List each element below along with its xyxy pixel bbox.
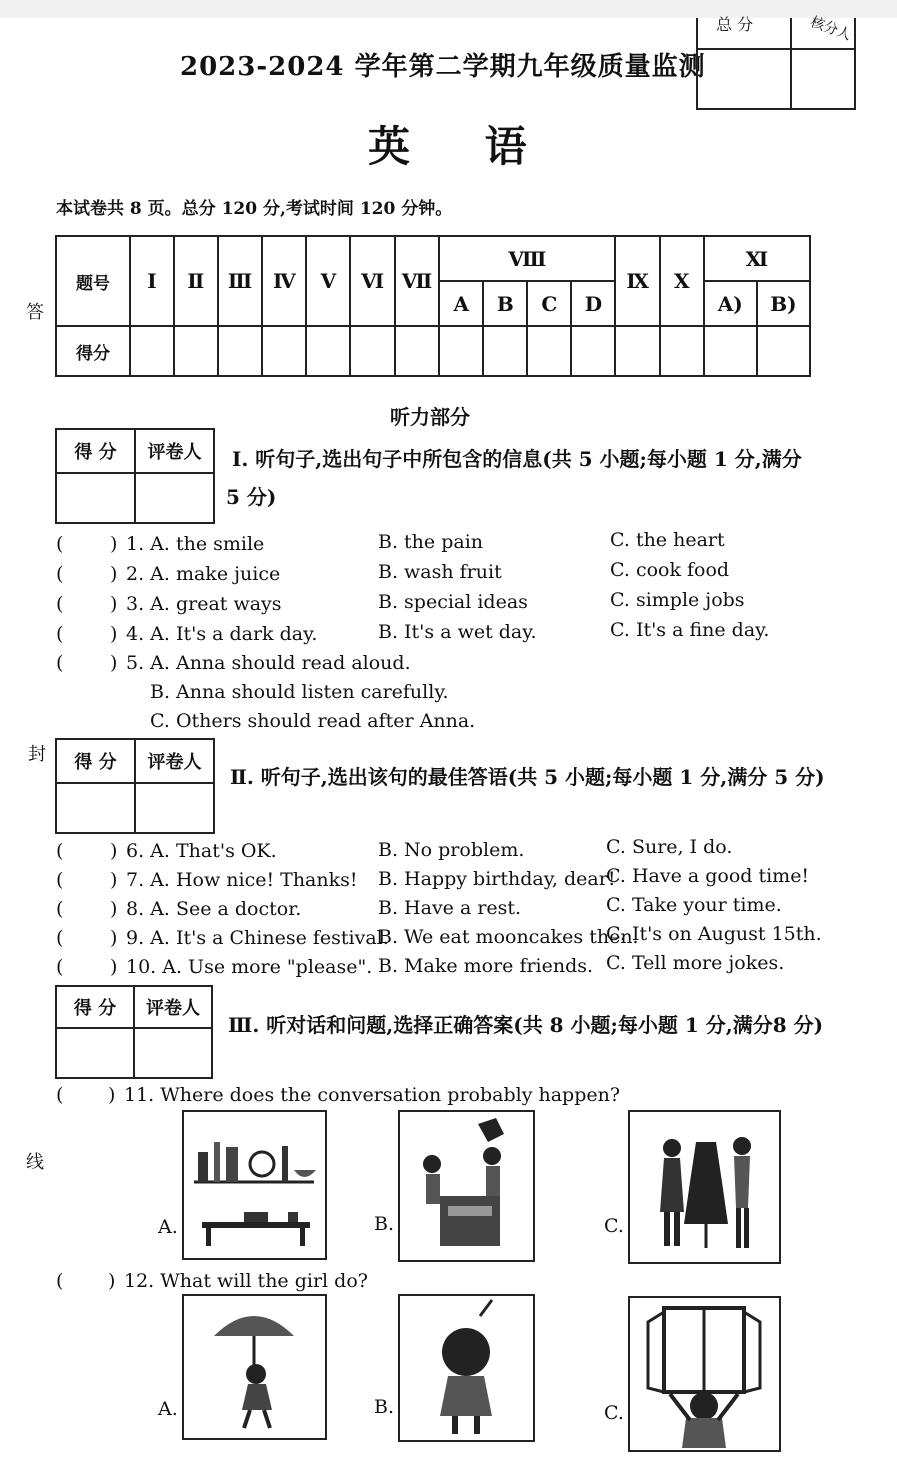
score-cell[interactable] bbox=[439, 326, 483, 376]
exam-title: 2023-2024 学年第二学期九年级质量监测 bbox=[180, 52, 706, 82]
q11-text: 11. Where does the conversation probably happen? bbox=[124, 1084, 621, 1106]
girl-umbrella-icon[interactable] bbox=[182, 1294, 327, 1440]
q4-option-c: C. It's a fine day. bbox=[610, 619, 770, 641]
check-person-label: 核分人 bbox=[808, 14, 854, 44]
q1-option-b: B. the pain bbox=[378, 531, 484, 553]
exam-info: 本试卷共 8 页。总分 120 分,考试时间 120 分钟。 bbox=[56, 199, 453, 219]
col-8a: A bbox=[439, 281, 483, 326]
answer-bracket[interactable]: ( bbox=[56, 869, 64, 891]
exam-page: 2023-2024 学年第二学期九年级质量监测 英 语 总 分 核分人 本试卷共 8 页。总分 120 分,考试时间 120 分钟。 题号 Ⅰ Ⅱ Ⅲ Ⅳ Ⅴ Ⅵ Ⅶ Ⅷ Ⅸ Ⅹ Ⅺ A B C D A) B) 得分 答 封 线 听力部分 得 分 评卷人 Ⅰ. 听句子,选出句子中所包含的信息(共 5 小题;每小题 1 分,满分 5 分) ( ) 1. A. the smile B. the pain C. the heart ( ) 2. A. make juice B. wash fruit C. cook food ( ) 3. A. great ways B. special ideas C. simple jobs ( ) 4. A. It's a dark day. B. It's a wet day. C. It's a fine day. ( ) 5. A. Anna should read aloud. B. Anna should listen carefully. C. Others should read after Anna. 得 分 评卷人 Ⅱ. 听句子,选出该句的最佳答语(共 5 小题;每小题 1 分,满分 5 分) ( ) 6. A. That's OK. B. No problem. C. Sure, I do. ( ) 7. A. How nice! Thanks! B. Happy birthday, dear! C. Have a good time! ( ) 8. A. See a doctor. B. Have a rest. C. Take your time. ( ) 9. A. It's a Chinese festival. B. We eat mooncakes then. C. It's on August 15th. ( ) 10. A. Use more "please". B. Make more friends. C. Tell more jokes. 得 分 评卷人 Ⅲ. 听对话和问题,选择正确答案(共 8 小题;每小题 1 分,满分8 分) ( ) 11. Where does the conversation probably happen? A. B. C. ( ) 12. What will the girl do? A. B. C. bbox=[0, 18, 897, 1460]
col-roman-2: Ⅱ bbox=[174, 236, 218, 326]
answer-bracket[interactable]: ( bbox=[56, 898, 64, 920]
section-1-heading-cont: 5 分) bbox=[226, 485, 277, 509]
col-roman-11: Ⅺ bbox=[704, 236, 810, 281]
answer-bracket[interactable]: ( bbox=[56, 623, 64, 645]
q12-label-a: A. bbox=[158, 1398, 178, 1420]
answer-bracket[interactable]: ( bbox=[56, 956, 64, 978]
score-label: 得 分 bbox=[56, 986, 134, 1028]
q11-label-b: B. bbox=[374, 1213, 395, 1235]
girl-opening-window-icon[interactable] bbox=[628, 1296, 781, 1452]
kitchen-icon[interactable] bbox=[182, 1110, 327, 1260]
q12-label-b: B. bbox=[374, 1396, 395, 1418]
score-cell[interactable] bbox=[56, 473, 135, 523]
section-score-box bbox=[55, 985, 213, 1079]
score-label: 得 分 bbox=[56, 429, 135, 473]
score-table bbox=[55, 235, 811, 377]
subject-title: 英 语 bbox=[368, 122, 557, 171]
marker-cell[interactable] bbox=[135, 783, 214, 833]
answer-bracket[interactable]: ( bbox=[56, 840, 64, 862]
score-cell[interactable] bbox=[615, 326, 659, 376]
listening-section-title: 听力部分 bbox=[390, 405, 470, 429]
score-cell[interactable] bbox=[704, 326, 757, 376]
col-11b: B) bbox=[757, 281, 810, 326]
q7-option-a: 7. A. How nice! Thanks! bbox=[126, 869, 358, 891]
score-cell[interactable] bbox=[757, 326, 810, 376]
q8-option-c: C. Take your time. bbox=[606, 894, 782, 916]
answer-bracket[interactable]: ( bbox=[56, 927, 64, 949]
q4-option-a: 4. A. It's a dark day. bbox=[126, 623, 318, 645]
q11-label-c: C. bbox=[604, 1215, 624, 1237]
total-score-box bbox=[696, 14, 856, 110]
col-11a: A) bbox=[704, 281, 757, 326]
q10-option-a: 10. A. Use more "please". bbox=[126, 956, 373, 978]
score-label: 得 分 bbox=[56, 739, 135, 783]
girl-cleaning-window-icon[interactable] bbox=[398, 1294, 535, 1442]
q1-option-c: C. the heart bbox=[610, 529, 725, 551]
clothing-shop-icon[interactable] bbox=[628, 1110, 781, 1264]
col-roman-4: Ⅳ bbox=[262, 236, 306, 326]
section-score-box bbox=[55, 738, 215, 834]
section-3-heading: Ⅲ. 听对话和问题,选择正确答案(共 8 小题;每小题 1 分,满分8 分) bbox=[228, 1013, 824, 1037]
q2-option-b: B. wash fruit bbox=[378, 561, 502, 583]
q5-option-a: 5. A. Anna should read aloud. bbox=[126, 652, 411, 674]
q3-option-a: 3. A. great ways bbox=[126, 593, 282, 615]
score-cell[interactable] bbox=[395, 326, 440, 376]
score-cell[interactable] bbox=[483, 326, 527, 376]
q4-option-b: B. It's a wet day. bbox=[378, 621, 537, 643]
score-cell[interactable] bbox=[218, 326, 262, 376]
margin-mark-seal: 封 bbox=[28, 744, 46, 765]
total-score-label: 总 分 bbox=[716, 15, 754, 34]
q7-option-c: C. Have a good time! bbox=[606, 865, 810, 887]
q11-label-a: A. bbox=[158, 1216, 178, 1238]
q3-option-b: B. special ideas bbox=[378, 591, 528, 613]
answer-bracket[interactable]: ( bbox=[56, 593, 64, 615]
col-8d: D bbox=[571, 281, 615, 326]
marker-label: 评卷人 bbox=[135, 739, 214, 783]
col-8b: B bbox=[483, 281, 527, 326]
q5-option-c: C. Others should read after Anna. bbox=[150, 710, 476, 732]
answer-bracket[interactable]: ( bbox=[56, 1270, 64, 1292]
marker-label: 评卷人 bbox=[134, 986, 212, 1028]
answer-bracket[interactable]: ( bbox=[56, 563, 64, 585]
q6-option-b: B. No problem. bbox=[378, 839, 525, 861]
col-8c: C bbox=[527, 281, 571, 326]
score-cell[interactable] bbox=[350, 326, 394, 376]
col-roman-9: Ⅸ bbox=[615, 236, 659, 326]
margin-mark-line: 线 bbox=[26, 1152, 44, 1173]
row-label-score: 得分 bbox=[56, 326, 130, 376]
score-cell[interactable] bbox=[262, 326, 306, 376]
q9-option-a: 9. A. It's a Chinese festival. bbox=[126, 927, 389, 949]
q9-option-b: B. We eat mooncakes then. bbox=[378, 926, 639, 948]
answer-bracket[interactable]: ( bbox=[56, 652, 64, 674]
col-roman-1: Ⅰ bbox=[130, 236, 174, 326]
q10-option-c: C. Tell more jokes. bbox=[606, 952, 785, 974]
q1-option-a: 1. A. the smile bbox=[126, 533, 265, 555]
score-cell[interactable] bbox=[56, 783, 135, 833]
col-roman-10: Ⅹ bbox=[660, 236, 704, 326]
section-score-box bbox=[55, 428, 215, 524]
q12-label-c: C. bbox=[604, 1402, 624, 1424]
q3-option-c: C. simple jobs bbox=[610, 589, 745, 611]
q6-option-a: 6. A. That's OK. bbox=[126, 840, 277, 862]
answer-bracket[interactable]: ( bbox=[56, 533, 64, 555]
restaurant-counter-icon[interactable] bbox=[398, 1110, 535, 1262]
q9-option-c: C. It's on August 15th. bbox=[606, 923, 822, 945]
score-cell[interactable] bbox=[130, 326, 174, 376]
q2-option-c: C. cook food bbox=[610, 559, 730, 581]
score-cell[interactable] bbox=[571, 326, 615, 376]
margin-mark-answer: 答 bbox=[26, 302, 44, 323]
score-cell[interactable] bbox=[174, 326, 218, 376]
score-cell[interactable] bbox=[527, 326, 571, 376]
col-roman-3: Ⅲ bbox=[218, 236, 262, 326]
col-roman-8: Ⅷ bbox=[439, 236, 615, 281]
q8-option-b: B. Have a rest. bbox=[378, 897, 522, 919]
marker-label: 评卷人 bbox=[135, 429, 214, 473]
col-roman-5: Ⅴ bbox=[306, 236, 350, 326]
answer-bracket[interactable]: ( bbox=[56, 1084, 64, 1106]
score-cell[interactable] bbox=[660, 326, 704, 376]
q12-text: 12. What will the girl do? bbox=[124, 1270, 368, 1292]
score-cell[interactable] bbox=[56, 1028, 134, 1078]
score-cell[interactable] bbox=[306, 326, 350, 376]
q10-option-b: B. Make more friends. bbox=[378, 955, 594, 977]
col-roman-6: Ⅵ bbox=[350, 236, 394, 326]
section-2-heading: Ⅱ. 听句子,选出该句的最佳答语(共 5 小题;每小题 1 分,满分 5 分) bbox=[230, 765, 825, 789]
q6-option-c: C. Sure, I do. bbox=[606, 836, 733, 858]
marker-cell[interactable] bbox=[134, 1028, 212, 1078]
row-label-number: 题号 bbox=[56, 236, 130, 326]
col-roman-7: Ⅶ bbox=[395, 236, 440, 326]
q7-option-b: B. Happy birthday, dear! bbox=[378, 868, 616, 890]
marker-cell[interactable] bbox=[135, 473, 214, 523]
q2-option-a: 2. A. make juice bbox=[126, 563, 281, 585]
q5-option-b: B. Anna should listen carefully. bbox=[150, 681, 449, 703]
section-1-heading: Ⅰ. 听句子,选出句子中所包含的信息(共 5 小题;每小题 1 分,满分 bbox=[232, 447, 802, 471]
q8-option-a: 8. A. See a doctor. bbox=[126, 898, 302, 920]
